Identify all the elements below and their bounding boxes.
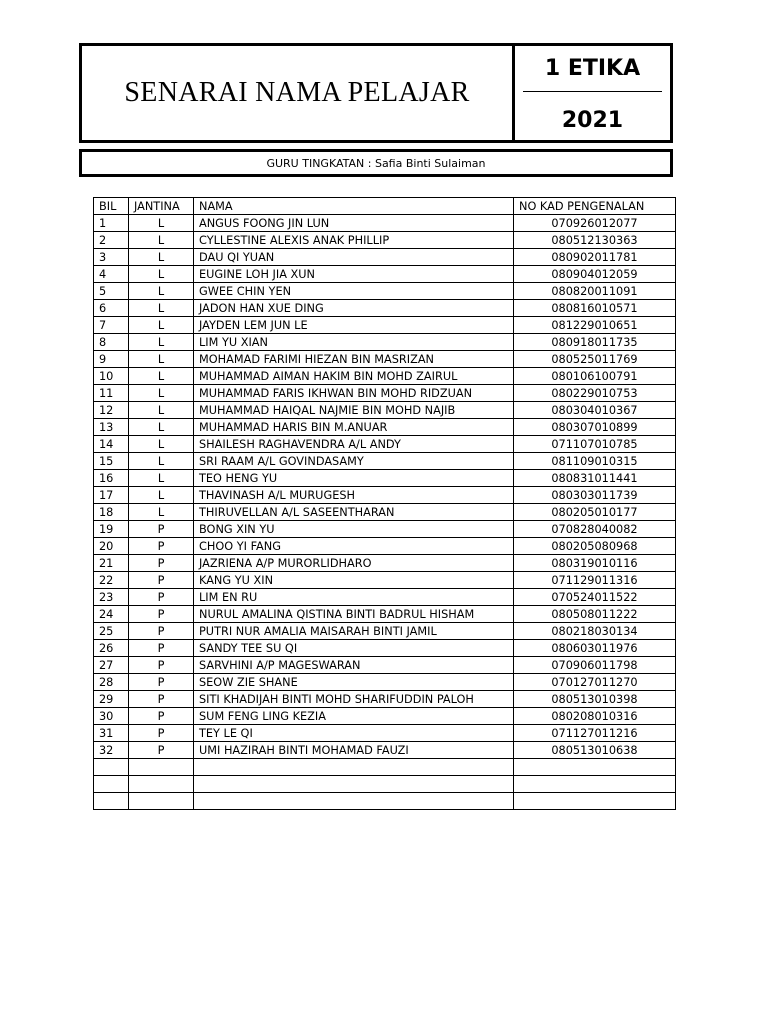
class-year: 2021	[561, 108, 624, 133]
gender-cell: P	[129, 555, 194, 572]
student-table	[93, 197, 676, 810]
table-row	[94, 317, 676, 334]
student-name	[194, 793, 514, 810]
row-number: 15	[94, 453, 129, 470]
row-number: 10	[94, 368, 129, 385]
row-number: 25	[94, 623, 129, 640]
table-row	[94, 453, 676, 470]
student-name: CYLLESTINE ALEXIS ANAK PHILLIP	[194, 232, 514, 249]
gender-cell: L	[129, 419, 194, 436]
ic-number: 070906011798	[514, 657, 676, 674]
column-header-bil: BIL	[94, 198, 129, 215]
gender-cell: L	[129, 504, 194, 521]
ic-number: 080208010316	[514, 708, 676, 725]
ic-number	[514, 776, 676, 793]
student-name: ANGUS FOONG JIN LUN	[194, 215, 514, 232]
ic-number: 080229010753	[514, 385, 676, 402]
ic-number: 080525011769	[514, 351, 676, 368]
gender-cell: P	[129, 589, 194, 606]
ic-number: 080513010398	[514, 691, 676, 708]
table-row	[94, 606, 676, 623]
student-name: THIRUVELLAN A/L SASEENTHARAN	[194, 504, 514, 521]
gender-cell: L	[129, 317, 194, 334]
ic-number: 080918011735	[514, 334, 676, 351]
gender-cell	[129, 759, 194, 776]
column-header-jantina: JANTINA	[129, 198, 194, 215]
student-name: MUHAMMAD HARIS BIN M.ANUAR	[194, 419, 514, 436]
row-number	[94, 776, 129, 793]
ic-number	[514, 793, 676, 810]
student-name: CHOO YI FANG	[194, 538, 514, 555]
ic-number: 080831011441	[514, 470, 676, 487]
gender-cell: L	[129, 368, 194, 385]
student-name: MUHAMMAD FARIS IKHWAN BIN MOHD RIDZUAN	[194, 385, 514, 402]
student-name: SARVHINI A/P MAGESWARAN	[194, 657, 514, 674]
table-row	[94, 776, 676, 793]
table-row	[94, 402, 676, 419]
ic-number: 071129011316	[514, 572, 676, 589]
row-number: 1	[94, 215, 129, 232]
ic-number: 080603011976	[514, 640, 676, 657]
ic-number: 080307010899	[514, 419, 676, 436]
row-number: 22	[94, 572, 129, 589]
gender-cell	[129, 776, 194, 793]
row-number: 29	[94, 691, 129, 708]
table-row	[94, 283, 676, 300]
student-name: TEY LE QI	[194, 725, 514, 742]
student-name: MUHAMMAD HAIQAL NAJMIE BIN MOHD NAJIB	[194, 402, 514, 419]
row-number	[94, 759, 129, 776]
row-number: 27	[94, 657, 129, 674]
table-row	[94, 334, 676, 351]
table-row	[94, 470, 676, 487]
gender-cell	[129, 793, 194, 810]
student-name: LIM YU XIAN	[194, 334, 514, 351]
gender-cell: P	[129, 657, 194, 674]
table-row	[94, 674, 676, 691]
table-row	[94, 708, 676, 725]
gender-cell: L	[129, 351, 194, 368]
row-number: 18	[94, 504, 129, 521]
student-name	[194, 776, 514, 793]
ic-number: 070524011522	[514, 589, 676, 606]
table-row	[94, 215, 676, 232]
row-number: 21	[94, 555, 129, 572]
student-name: UMI HAZIRAH BINTI MOHAMAD FAUZI	[194, 742, 514, 759]
row-number: 23	[94, 589, 129, 606]
ic-number	[514, 759, 676, 776]
student-name: MUHAMMAD AIMAN HAKIM BIN MOHD ZAIRUL	[194, 368, 514, 385]
row-number: 2	[94, 232, 129, 249]
student-name: SUM FENG LING KEZIA	[194, 708, 514, 725]
table-row	[94, 419, 676, 436]
class-info-box	[512, 46, 670, 140]
gender-cell: L	[129, 487, 194, 504]
ic-number: 070828040082	[514, 521, 676, 538]
table-row	[94, 351, 676, 368]
ic-number: 081109010315	[514, 453, 676, 470]
student-name: SANDY TEE SU QI	[194, 640, 514, 657]
row-number: 13	[94, 419, 129, 436]
table-row	[94, 300, 676, 317]
gender-cell: L	[129, 300, 194, 317]
table-row	[94, 368, 676, 385]
table-body	[94, 215, 676, 810]
table-row	[94, 589, 676, 606]
table-row	[94, 640, 676, 657]
table-header-row	[94, 198, 676, 215]
row-number: 3	[94, 249, 129, 266]
ic-number: 081229010651	[514, 317, 676, 334]
gender-cell: P	[129, 708, 194, 725]
student-name: KANG YU XIN	[194, 572, 514, 589]
gender-cell: P	[129, 606, 194, 623]
student-name: DAU QI YUAN	[194, 249, 514, 266]
ic-number: 080205080968	[514, 538, 676, 555]
gender-cell: L	[129, 453, 194, 470]
row-number: 19	[94, 521, 129, 538]
table-row	[94, 504, 676, 521]
gender-cell: P	[129, 674, 194, 691]
gender-cell: L	[129, 402, 194, 419]
table-row	[94, 538, 676, 555]
ic-number: 080508011222	[514, 606, 676, 623]
ic-number: 080904012059	[514, 266, 676, 283]
table-row	[94, 385, 676, 402]
student-name: EUGINE LOH JIA XUN	[194, 266, 514, 283]
student-name: SRI RAAM A/L GOVINDASAMY	[194, 453, 514, 470]
row-number: 4	[94, 266, 129, 283]
table-row	[94, 691, 676, 708]
table-row	[94, 266, 676, 283]
ic-number: 080304010367	[514, 402, 676, 419]
gender-cell: L	[129, 215, 194, 232]
row-number: 20	[94, 538, 129, 555]
student-name: SITI KHADIJAH BINTI MOHD SHARIFUDDIN PALOH	[194, 691, 514, 708]
ic-number: 080820011091	[514, 283, 676, 300]
row-number: 32	[94, 742, 129, 759]
ic-number: 080106100791	[514, 368, 676, 385]
table-row	[94, 759, 676, 776]
student-name: JAZRIENA A/P MURORLIDHARO	[194, 555, 514, 572]
gender-cell: P	[129, 691, 194, 708]
ic-number: 080816010571	[514, 300, 676, 317]
student-name: PUTRI NUR AMALIA MAISARAH BINTI JAMIL	[194, 623, 514, 640]
ic-number: 080303011739	[514, 487, 676, 504]
gender-cell: P	[129, 725, 194, 742]
gender-cell: L	[129, 436, 194, 453]
table-row	[94, 725, 676, 742]
column-header-ic-number: NO KAD PENGENALAN	[514, 198, 676, 215]
row-number: 7	[94, 317, 129, 334]
row-number: 6	[94, 300, 129, 317]
table-row	[94, 793, 676, 810]
ic-number: 080902011781	[514, 249, 676, 266]
ic-number: 080512130363	[514, 232, 676, 249]
gender-cell: P	[129, 640, 194, 657]
gender-cell: L	[129, 385, 194, 402]
row-number: 31	[94, 725, 129, 742]
table-row	[94, 436, 676, 453]
gender-cell: L	[129, 232, 194, 249]
table-row	[94, 487, 676, 504]
student-name: JADON HAN XUE DING	[194, 300, 514, 317]
gender-cell: P	[129, 742, 194, 759]
gender-cell: P	[129, 572, 194, 589]
gender-cell: L	[129, 334, 194, 351]
gender-cell: L	[129, 283, 194, 300]
row-number: 17	[94, 487, 129, 504]
ic-number: 080218030134	[514, 623, 676, 640]
row-number: 8	[94, 334, 129, 351]
teacher-line: GURU TINGKATAN : Safia Binti Sulaiman	[79, 149, 673, 177]
row-number: 14	[94, 436, 129, 453]
student-name: SEOW ZIE SHANE	[194, 674, 514, 691]
student-name: BONG XIN YU	[194, 521, 514, 538]
student-name: THAVINASH A/L MURUGESH	[194, 487, 514, 504]
student-name: MOHAMAD FARIMI HIEZAN BIN MASRIZAN	[194, 351, 514, 368]
gender-cell: P	[129, 623, 194, 640]
table-row	[94, 249, 676, 266]
ic-number: 071107010785	[514, 436, 676, 453]
table-row	[94, 232, 676, 249]
gender-cell: P	[129, 521, 194, 538]
row-number: 16	[94, 470, 129, 487]
row-number: 12	[94, 402, 129, 419]
header-box	[79, 43, 673, 143]
table-row	[94, 521, 676, 538]
table-row	[94, 623, 676, 640]
row-number: 11	[94, 385, 129, 402]
row-number: 30	[94, 708, 129, 725]
student-name: NURUL AMALINA QISTINA BINTI BADRUL HISHAM	[194, 606, 514, 623]
gender-cell: L	[129, 266, 194, 283]
student-name: GWEE CHIN YEN	[194, 283, 514, 300]
ic-number: 080205010177	[514, 504, 676, 521]
ic-number: 070926012077	[514, 215, 676, 232]
row-number: 9	[94, 351, 129, 368]
document-title: SENARAI NAMA PELAJAR	[124, 77, 470, 108]
student-name	[194, 759, 514, 776]
table-row	[94, 555, 676, 572]
gender-cell: P	[129, 538, 194, 555]
table-row	[94, 742, 676, 759]
row-number: 24	[94, 606, 129, 623]
ic-number: 070127011270	[514, 674, 676, 691]
ic-number: 080319010116	[514, 555, 676, 572]
class-name: 1 ETIKA	[544, 56, 641, 81]
table-row	[94, 657, 676, 674]
row-number: 28	[94, 674, 129, 691]
student-name: SHAILESH RAGHAVENDRA A/L ANDY	[194, 436, 514, 453]
gender-cell: L	[129, 470, 194, 487]
row-number: 5	[94, 283, 129, 300]
student-name: LIM EN RU	[194, 589, 514, 606]
student-name: TEO HENG YU	[194, 470, 514, 487]
table-row	[94, 572, 676, 589]
gender-cell: L	[129, 249, 194, 266]
student-name: JAYDEN LEM JUN LE	[194, 317, 514, 334]
row-number	[94, 793, 129, 810]
class-divider	[523, 91, 662, 92]
row-number: 26	[94, 640, 129, 657]
ic-number: 080513010638	[514, 742, 676, 759]
column-header-nama: NAMA	[194, 198, 514, 215]
ic-number: 071127011216	[514, 725, 676, 742]
